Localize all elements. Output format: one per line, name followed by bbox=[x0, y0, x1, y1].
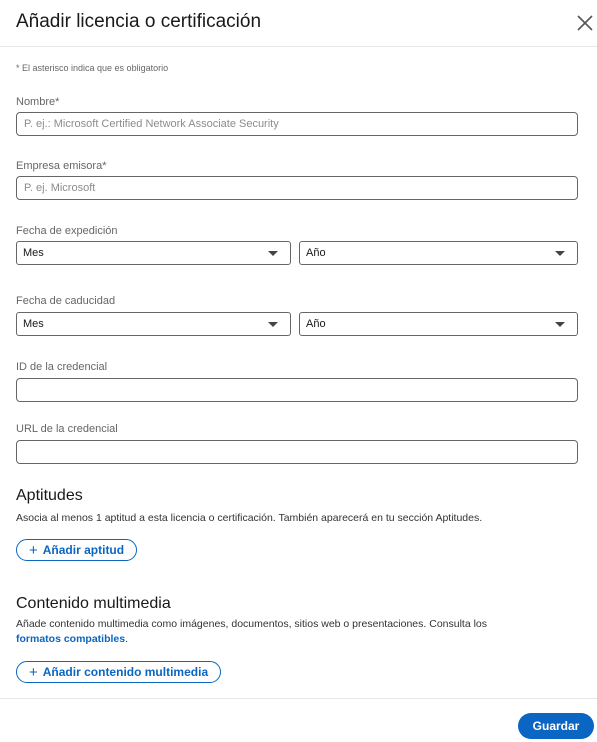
add-media-button[interactable] bbox=[16, 661, 221, 683]
issuer-label: Empresa emisora* bbox=[16, 160, 107, 172]
name-label: Nombre* bbox=[16, 96, 60, 108]
required-note: * El asterisco indica que es obligatorio bbox=[16, 63, 169, 73]
issue-year-value: Año bbox=[306, 247, 326, 259]
issue-year-select[interactable] bbox=[299, 241, 578, 265]
issue-month-value: Mes bbox=[23, 247, 44, 259]
chevron-down-icon bbox=[555, 322, 565, 327]
add-media-label: Añadir contenido multimedia bbox=[42, 665, 209, 679]
chevron-down-icon bbox=[268, 251, 278, 256]
skills-title: Aptitudes bbox=[16, 487, 83, 504]
expiry-date-label: Fecha de caducidad bbox=[16, 295, 116, 307]
media-description bbox=[16, 617, 581, 647]
media-title: Contenido multimedia bbox=[16, 595, 171, 612]
save-button[interactable]: Guardar bbox=[518, 713, 594, 739]
chevron-down-icon bbox=[555, 251, 565, 256]
plus-icon: + bbox=[29, 541, 38, 559]
media-description-suffix: . bbox=[125, 633, 129, 645]
credential-url-input[interactable] bbox=[16, 440, 578, 464]
add-skill-label: Añadir aptitud bbox=[42, 543, 125, 557]
issue-month-select[interactable] bbox=[16, 241, 291, 265]
media-description-text: Añade contenido multimedia como imágenes, documentos, sitios web o presentaciones. Consulta los bbox=[16, 618, 488, 630]
expiry-month-select[interactable] bbox=[16, 312, 291, 336]
credential-url-label: URL de la credencial bbox=[16, 423, 118, 435]
compatible-formats-link[interactable]: formatos compatibles bbox=[16, 633, 126, 645]
dialog-title: Añadir licencia o certificación bbox=[16, 11, 262, 32]
expiry-year-value: Año bbox=[306, 318, 326, 330]
footer-divider bbox=[0, 698, 597, 699]
name-input[interactable] bbox=[16, 112, 578, 136]
expiry-month-value: Mes bbox=[23, 318, 44, 330]
plus-icon: + bbox=[29, 663, 38, 681]
credential-id-input[interactable] bbox=[16, 378, 578, 402]
issuer-input[interactable] bbox=[16, 176, 578, 200]
close-icon[interactable] bbox=[576, 14, 594, 32]
issue-date-label: Fecha de expedición bbox=[16, 225, 118, 237]
dialog-header bbox=[0, 0, 597, 47]
credential-id-label: ID de la credencial bbox=[16, 361, 108, 373]
chevron-down-icon bbox=[268, 322, 278, 327]
add-skill-button[interactable] bbox=[16, 539, 137, 561]
skills-description: Asocia al menos 1 aptitud a esta licencia o certificación. También aparecerá en tu sección Aptitudes. bbox=[16, 512, 483, 524]
expiry-year-select[interactable] bbox=[299, 312, 578, 336]
